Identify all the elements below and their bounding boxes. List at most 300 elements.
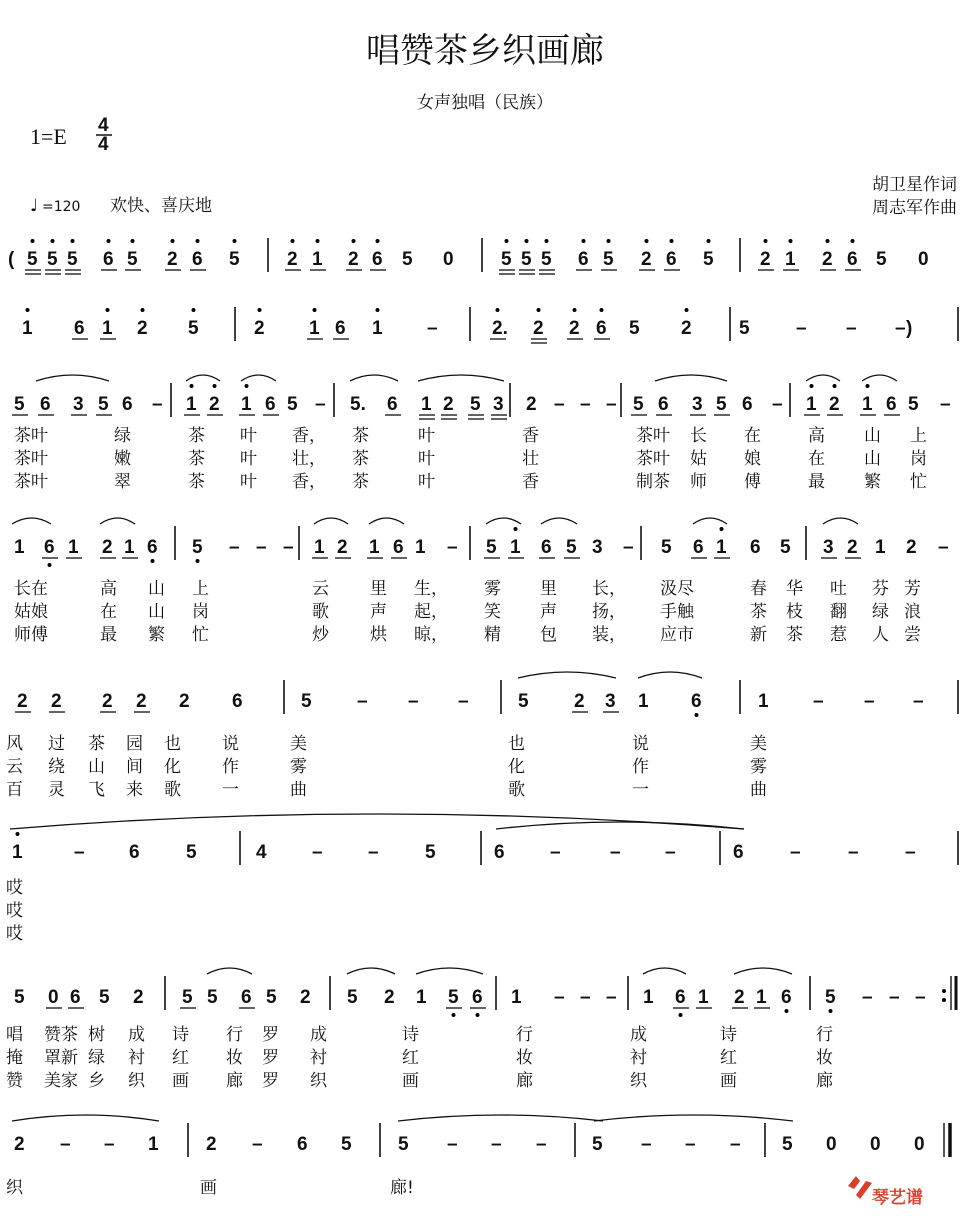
jianpu-note: 6: [675, 987, 686, 1008]
jianpu-note: –: [641, 1134, 652, 1155]
lyric-syllable: 来: [126, 780, 143, 800]
jianpu-note: 6: [666, 249, 677, 270]
octave-dot-high: [720, 527, 724, 531]
lyric-syllable: 茶: [352, 426, 369, 446]
lyric-syllable: 诗: [720, 1025, 737, 1045]
lyric-syllable: 过: [48, 734, 65, 754]
lyric-syllable: 歌: [508, 780, 525, 800]
jianpu-note: 1: [421, 394, 432, 415]
jianpu-note: 6: [886, 394, 897, 415]
lyric-syllable: 成: [128, 1025, 145, 1045]
octave-dot-low: [151, 559, 155, 563]
lyric-syllable: 说: [632, 734, 649, 754]
jianpu-note: 5: [603, 249, 614, 270]
lyric-syllable: 姑娘: [14, 602, 48, 622]
jianpu-note: –: [74, 842, 85, 863]
octave-dot-high: [131, 239, 135, 243]
jianpu-note: –: [447, 537, 458, 558]
lyric-syllable: 精: [484, 625, 501, 645]
jianpu-note: 6: [103, 249, 114, 270]
jianpu-note: 6: [70, 987, 81, 1008]
jianpu-note: 5: [47, 249, 58, 270]
lyric-syllable: 罗: [262, 1025, 279, 1045]
octave-dot-high: [833, 384, 837, 388]
slur-arc: [638, 672, 702, 678]
jianpu-note: 5: [27, 249, 38, 270]
jianpu-note: 5: [229, 249, 240, 270]
lyric-syllable: 茶: [352, 449, 369, 469]
song-title: 唱赞茶乡织画廊: [366, 31, 604, 71]
jianpu-note: 0: [914, 1134, 925, 1155]
slur-arc: [693, 518, 727, 524]
slur-arc: [643, 968, 686, 974]
jianpu-note: 2.: [492, 318, 508, 339]
jianpu-note: 1: [14, 537, 25, 558]
jianpu-note: 2: [822, 249, 833, 270]
jianpu-note: 5: [470, 394, 481, 415]
lyric-syllable: 雾: [484, 579, 501, 599]
octave-dot-high: [670, 239, 674, 243]
jianpu-note: 5: [518, 691, 529, 712]
close-parenthesis: ): [906, 318, 913, 339]
octave-dot-high: [141, 308, 145, 312]
jianpu-note: –: [665, 842, 676, 863]
jianpu-note: 5: [14, 987, 25, 1008]
slur-arc: [398, 1115, 603, 1121]
jianpu-note: 5: [425, 842, 436, 863]
octave-dot-low: [679, 1013, 683, 1017]
octave-dot-low: [476, 1013, 480, 1017]
jianpu-note: 2: [136, 691, 147, 712]
lyric-syllable: 岗: [910, 449, 927, 469]
jianpu-note: –: [915, 987, 926, 1008]
lyric-syllable: 哎: [6, 878, 23, 898]
lyric-syllable: 茶: [188, 449, 205, 469]
octave-dot-high: [196, 239, 200, 243]
jianpu-note: 1: [12, 842, 23, 863]
slur-arc: [314, 518, 348, 524]
jianpu-note: 1: [716, 537, 727, 558]
jianpu-note: –: [491, 1134, 502, 1155]
jianpu-note: 1: [756, 987, 767, 1008]
jianpu-note: 3: [605, 691, 616, 712]
lyric-syllable: 成: [630, 1025, 647, 1045]
jianpu-note: –: [772, 394, 783, 415]
slur-arc: [12, 1115, 159, 1121]
octave-dot-high: [525, 239, 529, 243]
slur-arc: [496, 822, 744, 829]
lyric-syllable: 说: [222, 734, 239, 754]
lyric-syllable: 绿: [88, 1048, 105, 1068]
jianpu-note: 2: [734, 987, 745, 1008]
jianpu-note: –: [458, 691, 469, 712]
slur-arc: [486, 518, 521, 524]
octave-dot-high: [826, 239, 830, 243]
jianpu-note: –: [104, 1134, 115, 1155]
jianpu-note: 1: [785, 249, 796, 270]
jianpu-note: 6: [241, 987, 252, 1008]
jianpu-note: 1: [875, 537, 886, 558]
jianpu-note: 6: [297, 1134, 308, 1155]
jianpu-note: 2: [526, 394, 537, 415]
jianpu-note: 1: [638, 691, 649, 712]
jianpu-note: –: [813, 691, 824, 712]
octave-dot-high: [764, 239, 768, 243]
lyric-syllable: 长，: [592, 579, 626, 599]
jianpu-note: 2: [287, 249, 298, 270]
jianpu-note: 5: [301, 691, 312, 712]
slur-arc: [418, 375, 504, 381]
jianpu-note: 1: [148, 1134, 159, 1155]
jianpu-note: 6: [847, 249, 858, 270]
lyric-syllable: 浪: [904, 602, 921, 622]
lyric-syllable: 春: [750, 579, 767, 599]
lyric-syllable: 扬，: [592, 602, 626, 622]
octave-dot-low: [48, 563, 52, 567]
jianpu-note: 2: [443, 394, 454, 415]
jianpu-note: 6: [232, 691, 243, 712]
jianpu-note: –: [790, 842, 801, 863]
jianpu-note: 5: [287, 394, 298, 415]
lyric-syllable: 傅: [744, 472, 761, 492]
jianpu-note: 1: [643, 987, 654, 1008]
jianpu-note: 1: [369, 537, 380, 558]
lyric-syllable: 画: [200, 1178, 217, 1198]
octave-dot-low: [829, 1009, 833, 1013]
lyric-syllable: 飞: [88, 780, 105, 800]
jianpu-note: –: [864, 691, 875, 712]
lyric-syllable: 枝: [786, 602, 803, 622]
octave-dot-high: [245, 384, 249, 388]
lyric-syllable: 罩新: [44, 1048, 78, 1068]
lyric-syllable: 画: [172, 1071, 189, 1091]
lyric-syllable: 师: [690, 472, 707, 492]
lyric-syllable: 长在: [14, 579, 48, 599]
jianpu-note: 1: [806, 394, 817, 415]
octave-dot-high: [582, 239, 586, 243]
jianpu-note: 6: [578, 249, 589, 270]
jianpu-note: 5: [99, 987, 110, 1008]
lyric-syllable: 红: [172, 1048, 189, 1068]
jianpu-note: 5: [341, 1134, 352, 1155]
octave-dot-high: [866, 384, 870, 388]
jianpu-note: 5: [782, 1134, 793, 1155]
slur-arc: [806, 375, 840, 381]
lyric-syllable: 绿: [872, 602, 889, 622]
jianpu-note: 6: [541, 537, 552, 558]
lyric-syllable: 山: [148, 579, 165, 599]
jianpu-note: 4: [256, 842, 267, 863]
octave-dot-high: [514, 527, 518, 531]
jianpu-note: –: [606, 394, 617, 415]
brand-watermark: [848, 1176, 923, 1208]
lyric-syllable: 茶: [188, 472, 205, 492]
jianpu-note: –: [889, 987, 900, 1008]
lyric-syllable: 包: [540, 625, 557, 645]
notation-system: [6, 672, 958, 800]
brand-name: 琴艺谱: [872, 1188, 923, 1208]
jianpu-note: –: [256, 537, 267, 558]
octave-dot-high: [376, 308, 380, 312]
lyric-syllable: 茶: [88, 734, 105, 754]
lyric-syllable: 云: [312, 579, 329, 599]
lyric-syllable: 曲: [290, 780, 307, 800]
jianpu-note: 2: [51, 691, 62, 712]
octave-dot-high: [707, 239, 711, 243]
jianpu-note: –: [940, 394, 951, 415]
lyric-syllable: 香，: [292, 426, 326, 446]
octave-dot-low: [785, 1009, 789, 1013]
jianpu-note: 3: [823, 537, 834, 558]
lyric-syllable: 芳: [904, 579, 921, 599]
lyric-syllable: 雾: [750, 757, 767, 777]
slur-arc: [734, 968, 792, 974]
lyric-syllable: 香: [522, 472, 539, 492]
lyric-syllable: 叶: [418, 472, 435, 492]
octave-dot-low: [695, 713, 699, 717]
lyric-syllable: 新: [750, 625, 767, 645]
octave-dot-high: [573, 308, 577, 312]
lyric-syllable: 香，: [292, 472, 326, 492]
octave-dot-high: [789, 239, 793, 243]
jianpu-note: 5: [192, 537, 203, 558]
lyric-syllable: 茶: [750, 602, 767, 622]
jianpu-note: –: [312, 842, 323, 863]
jianpu-note: 2: [102, 691, 113, 712]
jianpu-note: 1: [186, 394, 197, 415]
slur-arc: [186, 375, 220, 381]
lyric-syllable: 廊: [516, 1071, 533, 1091]
lyric-syllable: 叶: [418, 426, 435, 446]
lyric-syllable: 岗: [192, 602, 209, 622]
lyric-syllable: 山: [864, 449, 881, 469]
lyric-syllable: 廊: [226, 1071, 243, 1091]
jianpu-note: 5: [402, 249, 413, 270]
jianpu-note: 2: [102, 537, 113, 558]
jianpu-note: –: [895, 318, 906, 339]
jianpu-note: 1: [416, 987, 427, 1008]
octave-dot-high: [258, 308, 262, 312]
lyric-syllable: 衬: [128, 1048, 145, 1068]
jianpu-note: –: [862, 987, 873, 1008]
lyric-syllable: 装，: [592, 625, 626, 645]
jianpu-note: 6: [691, 691, 702, 712]
jianpu-note: 2: [847, 537, 858, 558]
lyric-syllable: 绿: [114, 426, 131, 446]
lyric-syllable: 叶: [240, 426, 257, 446]
octave-dot-high: [851, 239, 855, 243]
lyric-syllable: 上: [910, 426, 927, 446]
jianpu-note: 6: [750, 537, 761, 558]
jianpu-note: 5: [566, 537, 577, 558]
slur-arc: [518, 672, 616, 678]
lyric-syllable: 红: [720, 1048, 737, 1068]
jianpu-note: 1: [511, 987, 522, 1008]
jianpu-note: 1: [415, 537, 426, 558]
lyric-syllable: 在: [100, 602, 117, 622]
jianpu-note: –: [229, 537, 240, 558]
jianpu-note: –: [252, 1134, 263, 1155]
slur-arc: [541, 518, 577, 524]
jianpu-note: 6: [122, 394, 133, 415]
octave-dot-high: [71, 239, 75, 243]
jianpu-note: 5: [541, 249, 552, 270]
lyric-syllable: 歌: [312, 602, 329, 622]
jianpu-note: 6: [387, 394, 398, 415]
jianpu-note: 5: [266, 987, 277, 1008]
lyric-syllable: 曲: [750, 780, 767, 800]
lyric-syllable: 人: [872, 625, 889, 645]
jianpu-note: 1: [758, 691, 769, 712]
jianpu-note: 1: [510, 537, 521, 558]
jianpu-note: 6: [192, 249, 203, 270]
lyric-syllable: 尝: [904, 625, 921, 645]
lyric-syllable: 妆: [516, 1048, 533, 1068]
jianpu-note: 3: [73, 394, 84, 415]
jianpu-note: –: [368, 842, 379, 863]
lyric-syllable: 园: [126, 734, 143, 754]
lyric-syllable: 作: [632, 757, 649, 777]
lyric-syllable: 忙: [192, 625, 209, 645]
jianpu-note: 3: [493, 394, 504, 415]
lyric-syllable: 山: [148, 602, 165, 622]
lyric-syllable: 长: [690, 426, 707, 446]
lyric-syllable: 声: [370, 602, 387, 622]
jianpu-note: 5: [67, 249, 78, 270]
notation-system: [6, 968, 956, 1091]
jianpu-note: 5: [876, 249, 887, 270]
lyric-syllable: 灵: [48, 780, 65, 800]
octave-dot-high: [51, 239, 55, 243]
octave-dot-high: [645, 239, 649, 243]
lyric-syllable: 美: [290, 734, 307, 754]
lyric-syllable: 高: [808, 426, 825, 446]
jianpu-note: –: [905, 842, 916, 863]
jianpu-note: 2: [337, 537, 348, 558]
lyric-syllable: 高: [100, 579, 117, 599]
octave-dot-high: [685, 308, 689, 312]
jianpu-note: –: [408, 691, 419, 712]
lyric-syllable: 树: [88, 1025, 105, 1045]
open-parenthesis: (: [8, 249, 15, 270]
lyric-syllable: 晾，: [414, 625, 448, 645]
jianpu-note: –: [846, 318, 857, 339]
notation-system: [6, 814, 958, 944]
octave-dot-high: [190, 384, 194, 388]
jianpu-note: 6: [472, 987, 483, 1008]
octave-dot-high: [600, 308, 604, 312]
jianpu-note: –: [60, 1134, 71, 1155]
lyric-syllable: 画: [720, 1071, 737, 1091]
octave-dot-high: [505, 239, 509, 243]
octave-dot-high: [107, 239, 111, 243]
jianpu-note: –: [447, 1134, 458, 1155]
octave-dot-high: [537, 308, 541, 312]
jianpu-note: –: [730, 1134, 741, 1155]
jianpu-note: 5: [908, 394, 919, 415]
lyric-syllable: 妆: [816, 1048, 833, 1068]
lyric-syllable: 廊: [816, 1071, 833, 1091]
lyric-syllable: 衬: [630, 1048, 647, 1068]
lyricist-credit: 胡卫星作词: [872, 175, 957, 195]
jianpu-note: 2: [533, 318, 544, 339]
notation-system: [8, 238, 929, 274]
octave-dot-high: [171, 239, 175, 243]
jianpu-note: 0: [443, 249, 454, 270]
jianpu-note: 1: [309, 318, 320, 339]
jianpu-note: 5: [501, 249, 512, 270]
jianpu-note: 0: [48, 987, 59, 1008]
lyric-syllable: 师傅: [14, 625, 48, 645]
jianpu-note: 2: [254, 318, 265, 339]
lyric-syllable: 化: [508, 757, 525, 777]
lyric-syllable: 成: [310, 1025, 327, 1045]
jianpu-note: 2: [206, 1134, 217, 1155]
octave-dot-high: [213, 384, 217, 388]
lyric-syllable: 壮: [522, 449, 539, 469]
lyric-syllable: 歌: [164, 780, 181, 800]
lyric-syllable: 衬: [310, 1048, 327, 1068]
jianpu-note: 5: [127, 249, 138, 270]
jianpu-note: 6: [372, 249, 383, 270]
lyric-syllable: 美家: [44, 1071, 78, 1091]
lyric-syllable: 茶叶: [14, 426, 48, 446]
jianpu-note: –: [606, 987, 617, 1008]
jianpu-note: –: [913, 691, 924, 712]
lyric-syllable: 惹: [830, 625, 847, 645]
octave-dot-high: [352, 239, 356, 243]
jianpu-note: 5: [188, 318, 199, 339]
octave-dot-low: [196, 559, 200, 563]
jianpu-note: 6: [44, 537, 55, 558]
brand-logo-icon: [848, 1176, 872, 1199]
jianpu-note: –: [427, 318, 438, 339]
jianpu-note: 5: [14, 394, 25, 415]
lyric-syllable: 行: [226, 1025, 243, 1045]
lyric-syllable: 云: [6, 757, 23, 777]
slur-arc: [594, 1115, 793, 1121]
jianpu-note: 6: [265, 394, 276, 415]
jianpu-note: 1: [862, 394, 873, 415]
octave-dot-low: [452, 1013, 456, 1017]
lyric-syllable: 叶: [240, 472, 257, 492]
lyric-syllable: 华: [786, 579, 803, 599]
jianpu-note: 6: [742, 394, 753, 415]
jianpu-note: 2: [137, 318, 148, 339]
lyric-syllable: 哎: [6, 901, 23, 921]
lyric-syllable: 茶叶: [636, 449, 670, 469]
lyric-syllable: 妆: [226, 1048, 243, 1068]
jianpu-note: 5: [703, 249, 714, 270]
lyric-syllable: 制茶: [636, 472, 670, 492]
lyric-syllable: 应市: [660, 625, 694, 645]
jianpu-note: 6: [393, 537, 404, 558]
jianpu-note: –: [580, 394, 591, 415]
octave-dot-high: [545, 239, 549, 243]
jianpu-note: 5: [207, 987, 218, 1008]
jianpu-note: –: [610, 842, 621, 863]
lyric-syllable: 一: [222, 780, 239, 800]
octave-dot-high: [607, 239, 611, 243]
lyric-syllable: 在: [808, 449, 825, 469]
lyric-syllable: 在: [744, 426, 761, 446]
lyric-syllable: 最: [808, 472, 825, 492]
slur-arc: [207, 968, 252, 974]
lyric-syllable: 山: [864, 426, 881, 446]
lyric-syllable: 忙: [910, 472, 927, 492]
jianpu-note: 2: [209, 394, 220, 415]
lyric-syllable: 也: [508, 734, 525, 754]
